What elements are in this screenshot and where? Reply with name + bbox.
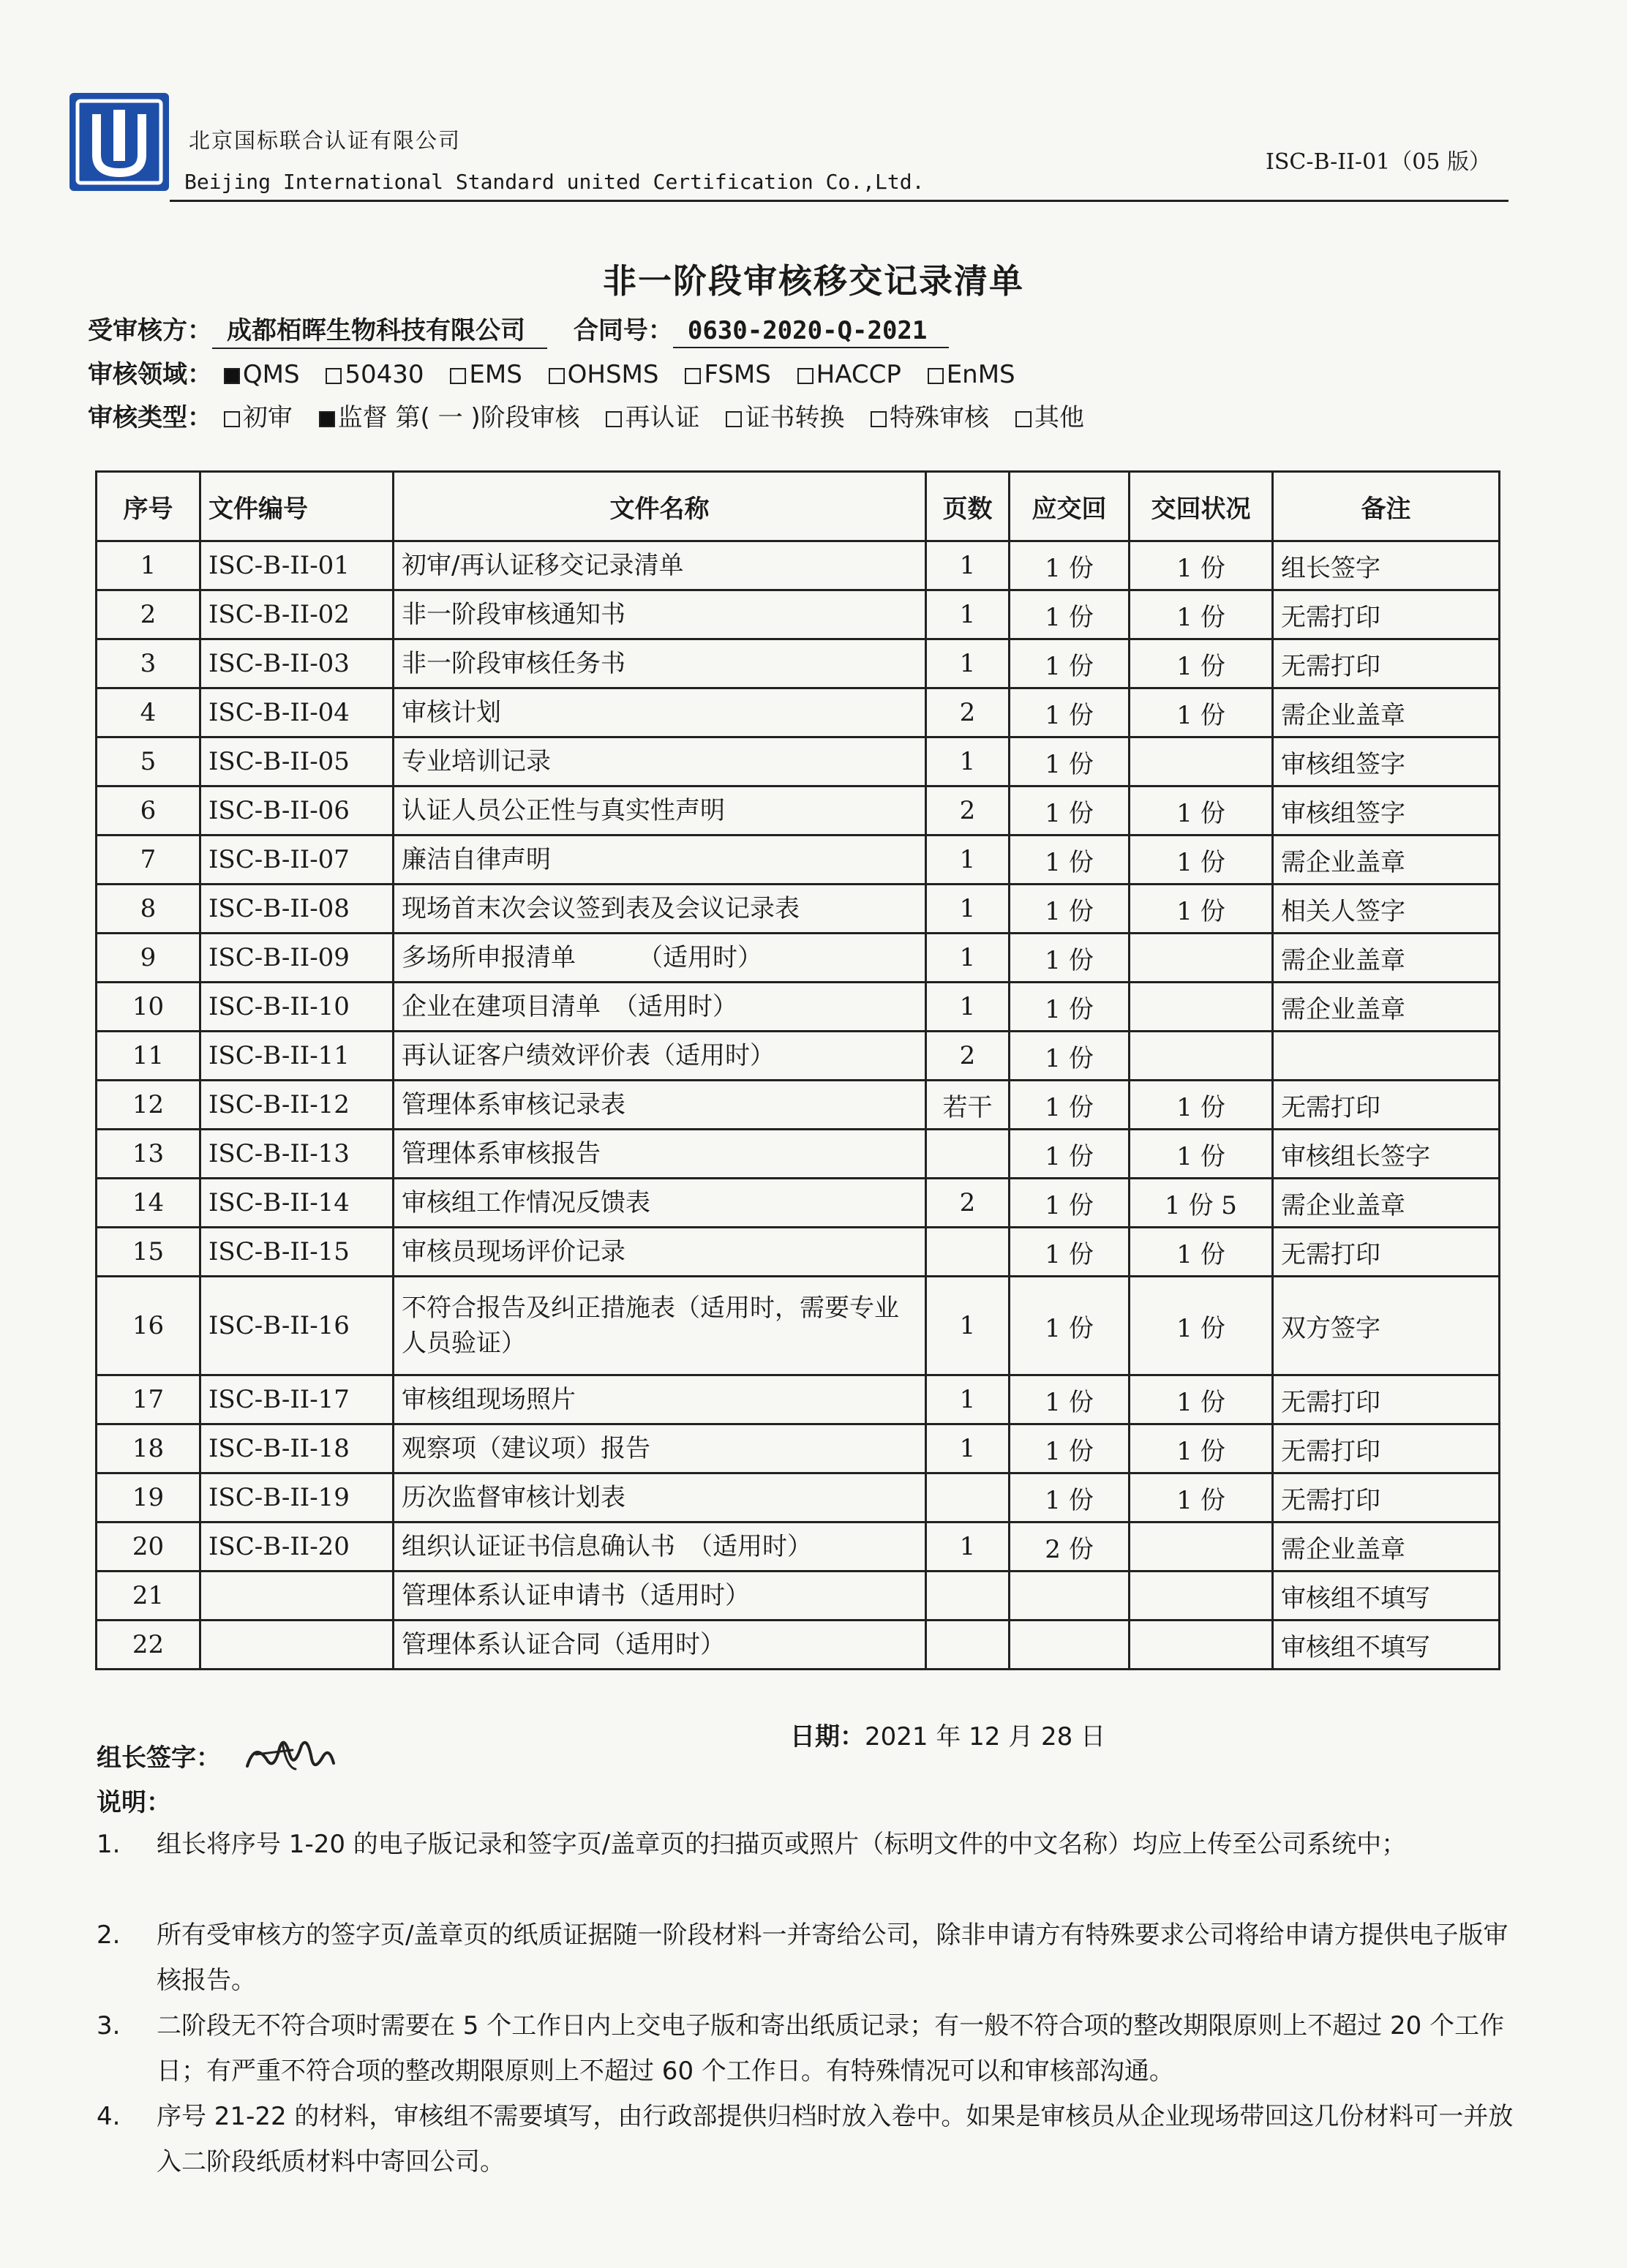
cell-status: 1 份 bbox=[1130, 1473, 1273, 1522]
cell-due: 2 份 bbox=[1010, 1522, 1130, 1572]
cell-pages: 1 bbox=[926, 590, 1010, 639]
type-option-initial: 初审 bbox=[224, 403, 293, 432]
cell-remark: 审核组不填写 bbox=[1273, 1621, 1500, 1670]
cell-code bbox=[200, 1572, 394, 1621]
cell-remark: 审核组不填写 bbox=[1273, 1572, 1500, 1621]
cell-seq: 15 bbox=[97, 1228, 200, 1277]
cell-status bbox=[1130, 1621, 1273, 1670]
cell-remark: 需企业盖章 bbox=[1273, 1522, 1500, 1572]
type-option-special: 特殊审核 bbox=[871, 403, 989, 432]
company-logo bbox=[67, 91, 171, 193]
cell-seq: 12 bbox=[97, 1081, 200, 1130]
cell-pages: 1 bbox=[926, 1277, 1010, 1375]
cell-status bbox=[1130, 983, 1273, 1032]
checkbox-empty-icon bbox=[726, 411, 742, 427]
cell-seq: 13 bbox=[97, 1130, 200, 1179]
cell-status: 1 份 bbox=[1130, 1375, 1273, 1424]
cell-remark: 相关人签字 bbox=[1273, 885, 1500, 934]
cell-due: 1 份 bbox=[1010, 541, 1130, 590]
table-row bbox=[97, 1081, 1500, 1130]
cell-name: 多场所申报清单 （适用时） bbox=[394, 934, 926, 983]
domain-option-fsms: FSMS bbox=[685, 360, 770, 389]
cell-remark: 需企业盖章 bbox=[1273, 983, 1500, 1032]
cell-status: 1 份 bbox=[1130, 541, 1273, 590]
header-remark: 备注 bbox=[1273, 472, 1500, 541]
checkbox-empty-icon bbox=[549, 368, 565, 384]
note-number: 4. bbox=[97, 2102, 121, 2131]
checkbox-empty-icon bbox=[224, 411, 240, 427]
cell-name: 廉洁自律声明 bbox=[394, 836, 926, 885]
cell-seq: 11 bbox=[97, 1032, 200, 1081]
cell-status: 1 份 bbox=[1130, 1228, 1273, 1277]
table-row bbox=[97, 1621, 1500, 1670]
cell-pages bbox=[926, 1473, 1010, 1522]
cell-pages: 1 bbox=[926, 1522, 1010, 1572]
checkbox-empty-icon bbox=[797, 368, 813, 384]
table-row bbox=[97, 983, 1500, 1032]
cell-name: 审核组工作情况反馈表 bbox=[394, 1179, 926, 1228]
cell-remark: 审核组签字 bbox=[1273, 786, 1500, 836]
cell-pages: 1 bbox=[926, 836, 1010, 885]
checkbox-empty-icon bbox=[928, 368, 944, 384]
table-row bbox=[97, 1375, 1500, 1424]
cell-status: 1 份 bbox=[1130, 836, 1273, 885]
header-status: 交回状况 bbox=[1130, 472, 1273, 541]
header-code: 文件编号 bbox=[200, 472, 394, 541]
cell-pages: 1 bbox=[926, 737, 1010, 786]
cell-seq: 17 bbox=[97, 1375, 200, 1424]
cell-code: ISC-B-II-13 bbox=[200, 1130, 394, 1179]
cell-due: 1 份 bbox=[1010, 1081, 1130, 1130]
table-header-row bbox=[97, 472, 1500, 541]
cell-seq: 8 bbox=[97, 885, 200, 934]
cell-remark: 需企业盖章 bbox=[1273, 1179, 1500, 1228]
cell-seq: 20 bbox=[97, 1522, 200, 1572]
form-code: ISC-B-II-01（05 版） bbox=[1266, 149, 1491, 175]
cell-seq: 10 bbox=[97, 983, 200, 1032]
cell-pages: 2 bbox=[926, 1032, 1010, 1081]
cell-name: 非一阶段审核任务书 bbox=[394, 639, 926, 688]
cell-seq: 5 bbox=[97, 737, 200, 786]
cell-name: 观察项（建议项）报告 bbox=[394, 1424, 926, 1473]
cell-remark: 无需打印 bbox=[1273, 1473, 1500, 1522]
cell-pages: 1 bbox=[926, 885, 1010, 934]
cell-code: ISC-B-II-06 bbox=[200, 786, 394, 836]
note-item bbox=[97, 2003, 1530, 2094]
cell-status: 1 份 bbox=[1130, 1081, 1273, 1130]
cell-pages bbox=[926, 1228, 1010, 1277]
note-number: 3. bbox=[97, 2011, 121, 2040]
domain-option-qms: QMS bbox=[224, 360, 300, 389]
cell-pages: 2 bbox=[926, 688, 1010, 737]
note-text: 所有受审核方的签字页/盖章页的纸质证据随一阶段材料一并寄给公司，除非申请方有特殊要求公司将给申请方提供电子版审核报告。 bbox=[157, 1920, 1508, 1995]
company-name-cn: 北京国标联合认证有限公司 bbox=[189, 128, 462, 153]
cell-pages: 1 bbox=[926, 639, 1010, 688]
cell-remark: 双方签字 bbox=[1273, 1277, 1500, 1375]
domain-option-50430: 50430 bbox=[326, 360, 424, 389]
table-row bbox=[97, 688, 1500, 737]
cell-status bbox=[1130, 1572, 1273, 1621]
cell-pages bbox=[926, 1130, 1010, 1179]
cell-code: ISC-B-II-16 bbox=[200, 1277, 394, 1375]
cell-due: 1 份 bbox=[1010, 1375, 1130, 1424]
cell-status: 1 份 bbox=[1130, 1424, 1273, 1473]
cell-due: 1 份 bbox=[1010, 836, 1130, 885]
cell-remark: 审核组签字 bbox=[1273, 737, 1500, 786]
table-row bbox=[97, 885, 1500, 934]
cell-due: 1 份 bbox=[1010, 737, 1130, 786]
cell-seq: 1 bbox=[97, 541, 200, 590]
cell-code: ISC-B-II-15 bbox=[200, 1228, 394, 1277]
cell-code: ISC-B-II-07 bbox=[200, 836, 394, 885]
cell-seq: 16 bbox=[97, 1277, 200, 1375]
cell-status: 1 份 bbox=[1130, 688, 1273, 737]
table-row bbox=[97, 1032, 1500, 1081]
cell-status: 1 份 bbox=[1130, 1130, 1273, 1179]
cell-due: 1 份 bbox=[1010, 590, 1130, 639]
type-option-surveillance: 监督 第( 一 )阶段审核 bbox=[319, 403, 580, 432]
checkbox-empty-icon bbox=[1015, 411, 1032, 427]
cell-seq: 4 bbox=[97, 688, 200, 737]
cell-name: 管理体系认证合同（适用时） bbox=[394, 1621, 926, 1670]
cell-pages bbox=[926, 1621, 1010, 1670]
table-row bbox=[97, 639, 1500, 688]
cell-code: ISC-B-II-10 bbox=[200, 983, 394, 1032]
domain-option-ohsms: OHSMS bbox=[549, 360, 659, 389]
cell-name: 管理体系审核记录表 bbox=[394, 1081, 926, 1130]
table-row bbox=[97, 737, 1500, 786]
table-row bbox=[97, 590, 1500, 639]
cell-status: 1 份 bbox=[1130, 590, 1273, 639]
note-number: 2. bbox=[97, 1920, 121, 1950]
cell-due: 1 份 bbox=[1010, 983, 1130, 1032]
cell-code: ISC-B-II-09 bbox=[200, 934, 394, 983]
cell-pages: 1 bbox=[926, 1375, 1010, 1424]
cell-name: 审核组现场照片 bbox=[394, 1375, 926, 1424]
domain-option-haccp: HACCP bbox=[797, 360, 901, 389]
cell-due: 1 份 bbox=[1010, 934, 1130, 983]
table-row bbox=[97, 1473, 1500, 1522]
table-row bbox=[97, 934, 1500, 983]
cell-seq: 21 bbox=[97, 1572, 200, 1621]
cell-due bbox=[1010, 1621, 1130, 1670]
cell-name: 审核员现场评价记录 bbox=[394, 1228, 926, 1277]
cell-seq: 14 bbox=[97, 1179, 200, 1228]
cell-seq: 7 bbox=[97, 836, 200, 885]
cell-name: 不符合报告及纠正措施表（适用时，需要专业人员验证） bbox=[394, 1277, 926, 1375]
cell-due: 1 份 bbox=[1010, 1228, 1130, 1277]
date-value: 2021 年 12 月 28 日 bbox=[865, 1722, 1106, 1751]
cell-code: ISC-B-II-04 bbox=[200, 688, 394, 737]
type-label: 审核类型： bbox=[88, 403, 212, 432]
cell-status bbox=[1130, 1522, 1273, 1572]
note-text: 序号 21-22 的材料，审核组不需要填写，由行政部提供归档时放入卷中。如果是审核员从企业现场带回这几份材料可一并放入二阶段纸质材料中寄回公司。 bbox=[157, 2102, 1514, 2177]
cell-name: 企业在建项目清单 （适用时） bbox=[394, 983, 926, 1032]
table-row bbox=[97, 1277, 1500, 1375]
date-row bbox=[790, 1716, 1105, 1752]
cell-remark: 无需打印 bbox=[1273, 1424, 1500, 1473]
notes-title: 说明： bbox=[97, 1788, 171, 1817]
cell-seq: 18 bbox=[97, 1424, 200, 1473]
cell-name: 认证人员公正性与真实性声明 bbox=[394, 786, 926, 836]
domain-option-enms: EnMS bbox=[928, 360, 1015, 389]
checkbox-empty-icon bbox=[871, 411, 887, 427]
cell-name: 历次监督审核计划表 bbox=[394, 1473, 926, 1522]
table-row bbox=[97, 1572, 1500, 1621]
type-option-transfer: 证书转换 bbox=[726, 403, 844, 432]
cell-due: 1 份 bbox=[1010, 1179, 1130, 1228]
cell-pages: 1 bbox=[926, 1424, 1010, 1473]
auditee-row bbox=[88, 310, 949, 349]
cell-code: ISC-B-II-02 bbox=[200, 590, 394, 639]
cell-due bbox=[1010, 1572, 1130, 1621]
cell-code: ISC-B-II-20 bbox=[200, 1522, 394, 1572]
cell-seq: 3 bbox=[97, 639, 200, 688]
cell-due: 1 份 bbox=[1010, 639, 1130, 688]
note-number: 1. bbox=[97, 1830, 121, 1859]
checkbox-checked-icon bbox=[224, 368, 240, 384]
audit-type-row bbox=[88, 397, 1084, 433]
cell-code: ISC-B-II-01 bbox=[200, 541, 394, 590]
domain-option-ems: EMS bbox=[450, 360, 522, 389]
cell-code bbox=[200, 1621, 394, 1670]
note-text: 组长将序号 1-20 的电子版记录和签字页/盖章页的扫描页或照片（标明文件的中文名称）均应上传至公司系统中； bbox=[157, 1830, 1407, 1859]
cell-pages: 2 bbox=[926, 1179, 1010, 1228]
cell-due: 1 份 bbox=[1010, 1130, 1130, 1179]
cell-seq: 19 bbox=[97, 1473, 200, 1522]
auditee-value: 成都栢晖生物科技有限公司 bbox=[212, 310, 547, 349]
header-divider bbox=[170, 200, 1508, 202]
cell-due: 1 份 bbox=[1010, 1424, 1130, 1473]
note-item bbox=[97, 2094, 1530, 2185]
cell-remark: 无需打印 bbox=[1273, 1375, 1500, 1424]
table-row bbox=[97, 786, 1500, 836]
cell-due: 1 份 bbox=[1010, 688, 1130, 737]
cell-name: 管理体系认证申请书（适用时） bbox=[394, 1572, 926, 1621]
cell-remark: 需企业盖章 bbox=[1273, 934, 1500, 983]
auditee-label: 受审核方： bbox=[88, 316, 212, 345]
records-table bbox=[95, 470, 1500, 1670]
cell-remark: 组长签字 bbox=[1273, 541, 1500, 590]
cell-remark: 无需打印 bbox=[1273, 639, 1500, 688]
checkbox-empty-icon bbox=[326, 368, 342, 384]
cell-code: ISC-B-II-03 bbox=[200, 639, 394, 688]
header-seq: 序号 bbox=[97, 472, 200, 541]
cell-due: 1 份 bbox=[1010, 1473, 1130, 1522]
cell-remark bbox=[1273, 1032, 1500, 1081]
cell-name: 专业培训记录 bbox=[394, 737, 926, 786]
checkbox-empty-icon bbox=[450, 368, 466, 384]
cell-seq: 6 bbox=[97, 786, 200, 836]
cell-name: 管理体系审核报告 bbox=[394, 1130, 926, 1179]
table-row bbox=[97, 1179, 1500, 1228]
company-name-en: Beijing International Standard united Certification Co.,Ltd. bbox=[184, 170, 925, 194]
checkbox-empty-icon bbox=[685, 368, 701, 384]
contract-label: 合同号： bbox=[573, 316, 673, 345]
table-row bbox=[97, 1424, 1500, 1473]
cell-code: ISC-B-II-19 bbox=[200, 1473, 394, 1522]
cell-name: 再认证客户绩效评价表（适用时） bbox=[394, 1032, 926, 1081]
cell-code: ISC-B-II-08 bbox=[200, 885, 394, 934]
cell-status: 1 份 5 bbox=[1130, 1179, 1273, 1228]
cell-seq: 2 bbox=[97, 590, 200, 639]
cell-due: 1 份 bbox=[1010, 1032, 1130, 1081]
table-row bbox=[97, 836, 1500, 885]
cell-pages: 1 bbox=[926, 934, 1010, 983]
table-row bbox=[97, 541, 1500, 590]
cell-name: 非一阶段审核通知书 bbox=[394, 590, 926, 639]
cell-code: ISC-B-II-14 bbox=[200, 1179, 394, 1228]
cell-seq: 9 bbox=[97, 934, 200, 983]
cell-remark: 审核组长签字 bbox=[1273, 1130, 1500, 1179]
audit-domain-row bbox=[88, 354, 1015, 390]
cell-status: 1 份 bbox=[1130, 1277, 1273, 1375]
cell-due: 1 份 bbox=[1010, 786, 1130, 836]
header-pages: 页数 bbox=[926, 472, 1010, 541]
note-text: 二阶段无不符合项时需要在 5 个工作日内上交电子版和寄出纸质记录；有一般不符合项的整改期限原则上不超过 20 个工作日；有严重不符合项的整改期限原则上不超过 60 个工作日。有特殊情况可以和审核部沟通。 bbox=[157, 2011, 1505, 2086]
cell-code: ISC-B-II-12 bbox=[200, 1081, 394, 1130]
contract-value: 0630-2020-Q-2021 bbox=[673, 316, 950, 348]
cell-code: ISC-B-II-05 bbox=[200, 737, 394, 786]
cell-status bbox=[1130, 1032, 1273, 1081]
note-item bbox=[97, 1822, 1530, 1867]
cell-code: ISC-B-II-18 bbox=[200, 1424, 394, 1473]
type-option-other: 其他 bbox=[1015, 403, 1084, 432]
document-title: 非一阶段审核移交记录清单 bbox=[603, 261, 1024, 301]
cell-status bbox=[1130, 934, 1273, 983]
table-row bbox=[97, 1522, 1500, 1572]
cell-status: 1 份 bbox=[1130, 786, 1273, 836]
cell-status bbox=[1130, 737, 1273, 786]
cell-seq: 22 bbox=[97, 1621, 200, 1670]
header-due: 应交回 bbox=[1010, 472, 1130, 541]
cell-name: 初审/再认证移交记录清单 bbox=[394, 541, 926, 590]
cell-due: 1 份 bbox=[1010, 885, 1130, 934]
checkbox-checked-icon bbox=[319, 411, 335, 427]
cell-pages: 1 bbox=[926, 541, 1010, 590]
cell-name: 审核计划 bbox=[394, 688, 926, 737]
leader-signature-label: 组长签字： bbox=[97, 1743, 221, 1773]
date-label: 日期： bbox=[790, 1722, 865, 1751]
cell-name: 现场首末次会议签到表及会议记录表 bbox=[394, 885, 926, 934]
cell-remark: 需企业盖章 bbox=[1273, 836, 1500, 885]
table-row bbox=[97, 1228, 1500, 1277]
cell-remark: 无需打印 bbox=[1273, 590, 1500, 639]
cell-status: 1 份 bbox=[1130, 885, 1273, 934]
type-option-recertification: 再认证 bbox=[606, 403, 699, 432]
cell-remark: 无需打印 bbox=[1273, 1228, 1500, 1277]
cell-remark: 需企业盖章 bbox=[1273, 688, 1500, 737]
cell-pages bbox=[926, 1572, 1010, 1621]
cell-pages: 若干 bbox=[926, 1081, 1010, 1130]
cell-pages: 1 bbox=[926, 983, 1010, 1032]
cell-remark: 无需打印 bbox=[1273, 1081, 1500, 1130]
cell-code: ISC-B-II-17 bbox=[200, 1375, 394, 1424]
checkbox-empty-icon bbox=[606, 411, 622, 427]
cell-name: 组织认证证书信息确认书 （适用时） bbox=[394, 1522, 926, 1572]
cell-due: 1 份 bbox=[1010, 1277, 1130, 1375]
cell-status: 1 份 bbox=[1130, 639, 1273, 688]
cell-pages: 2 bbox=[926, 786, 1010, 836]
cell-code: ISC-B-II-11 bbox=[200, 1032, 394, 1081]
table-row bbox=[97, 1130, 1500, 1179]
leader-signature bbox=[241, 1721, 337, 1787]
header-name: 文件名称 bbox=[394, 472, 926, 541]
domain-label: 审核领域： bbox=[88, 360, 212, 389]
note-item bbox=[97, 1912, 1530, 2003]
